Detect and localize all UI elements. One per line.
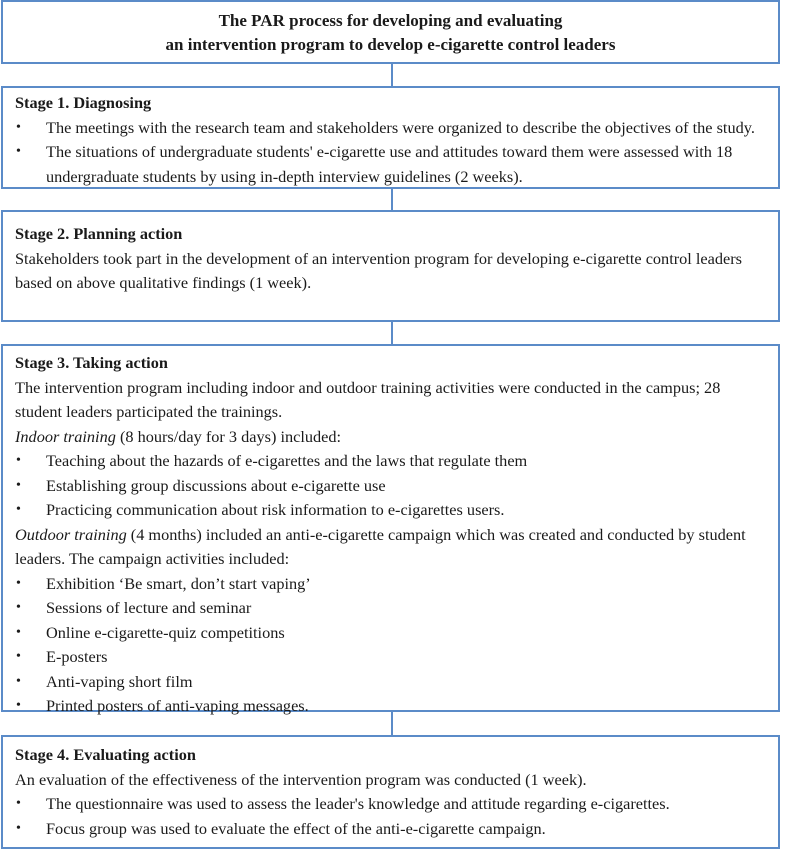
list-item: • Printed posters of anti-vaping messages. — [15, 694, 766, 719]
stage-1-box — [1, 86, 780, 189]
stage-4-text: An evaluation of the effectiveness of the intervention program was conducted (1 week). — [15, 769, 587, 789]
list-item: • Focus group was used to evaluate the effect of the anti-e-cigarette campaign. — [15, 817, 766, 842]
connector-stage3-stage4 — [391, 712, 393, 735]
list-item: • Exhibition ‘Be smart, don’t start vaping’ — [15, 572, 766, 597]
title-line-1: The PAR process for developing and evaluating — [218, 11, 563, 30]
list-item: • Sessions of lecture and seminar — [15, 596, 766, 621]
stage-2-box — [1, 210, 780, 322]
stage-4-box — [1, 735, 780, 849]
stage-4-list — [15, 792, 766, 841]
indoor-training-label: Indoor training — [15, 426, 116, 446]
list-item: • Practicing communication about risk information to e-cigarettes users. — [15, 498, 766, 523]
list-item: • Establishing group discussions about e-cigarette use — [15, 474, 766, 499]
title-box — [1, 0, 780, 64]
connector-stage1-stage2 — [391, 189, 393, 210]
indoor-training-desc: (8 hours/day for 3 days) included: — [115, 426, 342, 446]
list-item: • The questionnaire was used to assess the leader's knowledge and attitude regarding e-cigarettes. — [15, 792, 766, 817]
connector-stage2-stage3 — [391, 322, 393, 344]
indoor-training-list — [15, 449, 766, 523]
indoor-training-intro — [15, 425, 766, 450]
outdoor-training-desc: (4 months) included an anti-e-cigarette campaign which was created and conducted by student leaders. The campaign activities included: — [15, 524, 746, 568]
outdoor-training-list — [15, 572, 766, 719]
outdoor-training-intro — [15, 523, 766, 572]
connector-title-stage1 — [391, 64, 393, 86]
list-item: • The meetings with the research team and stakeholders were organized to describe the objectives of the study. — [15, 116, 766, 141]
stage-2-heading: Stage 2. Planning action — [15, 224, 183, 243]
title-line-2: an intervention program to develop e-cigarette control leaders — [165, 35, 616, 54]
stage-3-box — [1, 344, 780, 715]
list-item: • Teaching about the hazards of e-cigarettes and the laws that regulate them — [15, 449, 766, 474]
stage-3-heading: Stage 3. Taking action — [15, 353, 168, 372]
list-item: • Online e-cigarette-quiz competitions — [15, 621, 766, 646]
outdoor-training-label: Outdoor training — [15, 524, 127, 544]
stage-2-text: Stakeholders took part in the development of an intervention program for developing e-cigarette control leaders based on above qualitative findings (1 week). — [15, 248, 742, 292]
stage-3-intro: The intervention program including indoor and outdoor training activities were conducted in the campus; 28 student leaders participated the trainings. — [15, 377, 721, 421]
list-item: • Anti-vaping short film — [15, 670, 766, 695]
stage-1-list — [15, 116, 766, 190]
list-item: • E-posters — [15, 645, 766, 670]
stage-1-heading: Stage 1. Diagnosing — [15, 93, 152, 112]
stage-4-heading: Stage 4. Evaluating action — [15, 745, 196, 764]
list-item: • The situations of undergraduate students' e-cigarette use and attitudes toward them were assessed with 18 undergraduate students by using in-depth interview guidelines (2 weeks). — [15, 140, 766, 189]
